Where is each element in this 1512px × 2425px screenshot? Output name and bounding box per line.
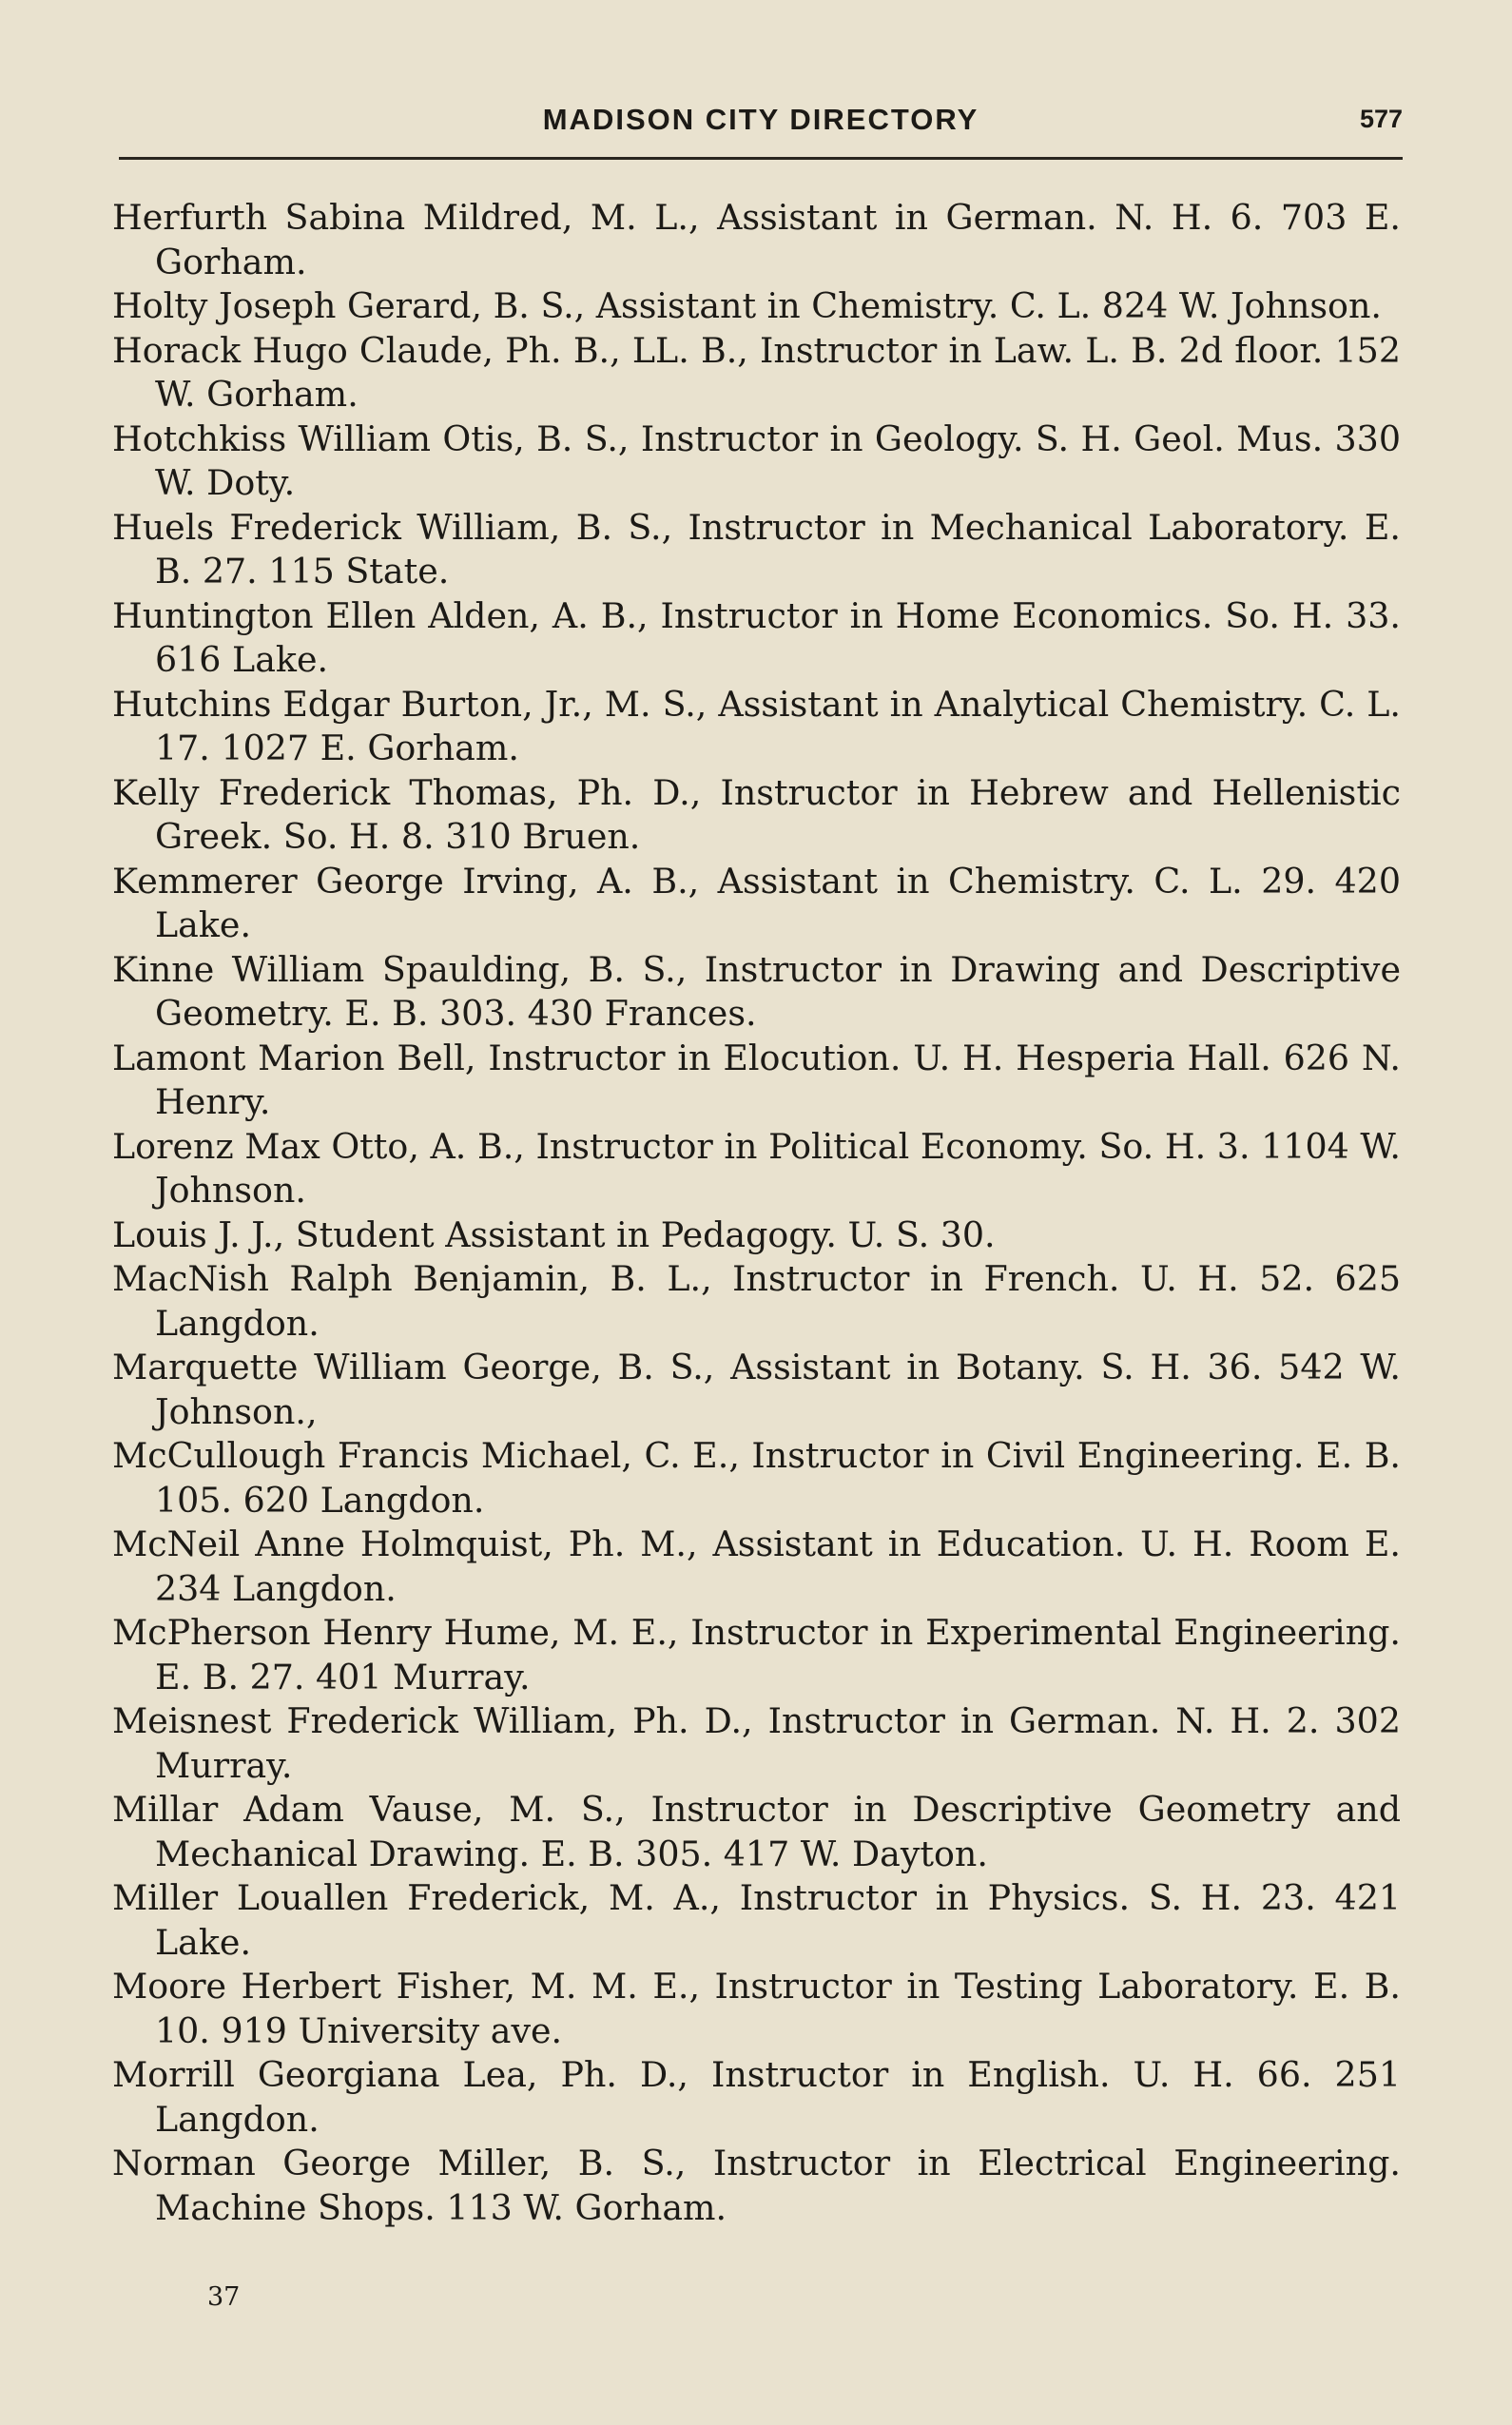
directory-entry: Marquette William George, B. S., Assistant in Botany. S. H. 36. 542 W. Johnson.,	[112, 1347, 1401, 1432]
directory-entry: Kinne William Spaulding, B. S., Instructor in Drawing and Descriptive Geometry. E. B. 303. 430 Frances.	[112, 948, 1401, 1034]
directory-entry: Kelly Frederick Thomas, Ph. D., Instructor in Hebrew and Hellenistic Greek. So. H. 8. 310 Bruen.	[112, 771, 1401, 857]
header-rule	[119, 157, 1403, 160]
directory-entry: Huels Frederick William, B. S., Instructor in Mechanical Laboratory. E. B. 27. 115 State.	[112, 506, 1401, 592]
directory-entry: Hutchins Edgar Burton, Jr., M. S., Assistant in Analytical Chemistry. C. L. 17. 1027 E. Gorham.	[112, 683, 1401, 768]
directory-entry: McNeil Anne Holmquist, Ph. M., Assistant in Education. U. H. Room E. 234 Langdon.	[112, 1523, 1401, 1609]
directory-entry: Millar Adam Vause, M. S., Instructor in Descriptive Geometry and Mechanical Drawing. E. B. 305. 417 W. Dayton.	[112, 1789, 1401, 1874]
directory-entry: Miller Louallen Frederick, M. A., Instructor in Physics. S. H. 23. 421 Lake.	[112, 1877, 1401, 1963]
directory-entry: McCullough Francis Michael, C. E., Instructor in Civil Engineering. E. B. 105. 620 Langdon.	[112, 1435, 1401, 1521]
running-title: MADISON CITY DIRECTORY	[542, 103, 979, 136]
page-number: 577	[1359, 105, 1403, 133]
directory-entry: Lamont Marion Bell, Instructor in Elocution. U. H. Hesperia Hall. 626 N. Henry.	[112, 1037, 1401, 1122]
directory-entry: Moore Herbert Fisher, M. M. E., Instructor in Testing Laboratory. E. B. 10. 919 University ave.	[112, 1966, 1401, 2051]
directory-entry: Holty Joseph Gerard, B. S., Assistant in Chemistry. C. L. 824 W. Johnson.	[112, 285, 1382, 326]
directory-entries	[112, 196, 1401, 2230]
directory-entry: Kemmerer George Irving, A. B., Assistant in Chemistry. C. L. 29. 420 Lake.	[112, 860, 1401, 945]
directory-entry: Herfurth Sabina Mildred, M. L., Assistant in German. N. H. 6. 703 E. Gorham.	[112, 197, 1401, 282]
directory-entry: Hotchkiss William Otis, B. S., Instructor in Geology. S. H. Geol. Mus. 330 W. Doty.	[112, 417, 1401, 503]
directory-entry: Huntington Ellen Alden, A. B., Instructor in Home Economics. So. H. 33. 616 Lake.	[112, 594, 1401, 680]
directory-entry: Morrill Georgiana Lea, Ph. D., Instructor in English. U. H. 66. 251 Langdon.	[112, 2054, 1401, 2140]
page-header	[119, 103, 1403, 145]
directory-entry: MacNish Ralph Benjamin, B. L., Instructor in French. U. H. 52. 625 Langdon.	[112, 1258, 1401, 1344]
directory-entry: Louis J. J., Student Assistant in Pedagogy. U. S. 30.	[112, 1213, 996, 1255]
signature-mark: 37	[207, 2282, 241, 2312]
directory-entry: Meisnest Frederick William, Ph. D., Instructor in German. N. H. 2. 302 Murray.	[112, 1700, 1401, 1786]
directory-entry: Lorenz Max Otto, A. B., Instructor in Political Economy. So. H. 3. 1104 W. Johnson.	[112, 1125, 1401, 1211]
directory-entry: McPherson Henry Hume, M. E., Instructor in Experimental Engineering. E. B. 27. 401 Murray.	[112, 1612, 1401, 1698]
directory-entry: Norman George Miller, B. S., Instructor in Electrical Engineering. Machine Shops. 113 W. Gorham.	[112, 2143, 1401, 2228]
directory-entry: Horack Hugo Claude, Ph. B., LL. B., Instructor in Law. L. B. 2d floor. 152 W. Gorham.	[112, 329, 1401, 415]
